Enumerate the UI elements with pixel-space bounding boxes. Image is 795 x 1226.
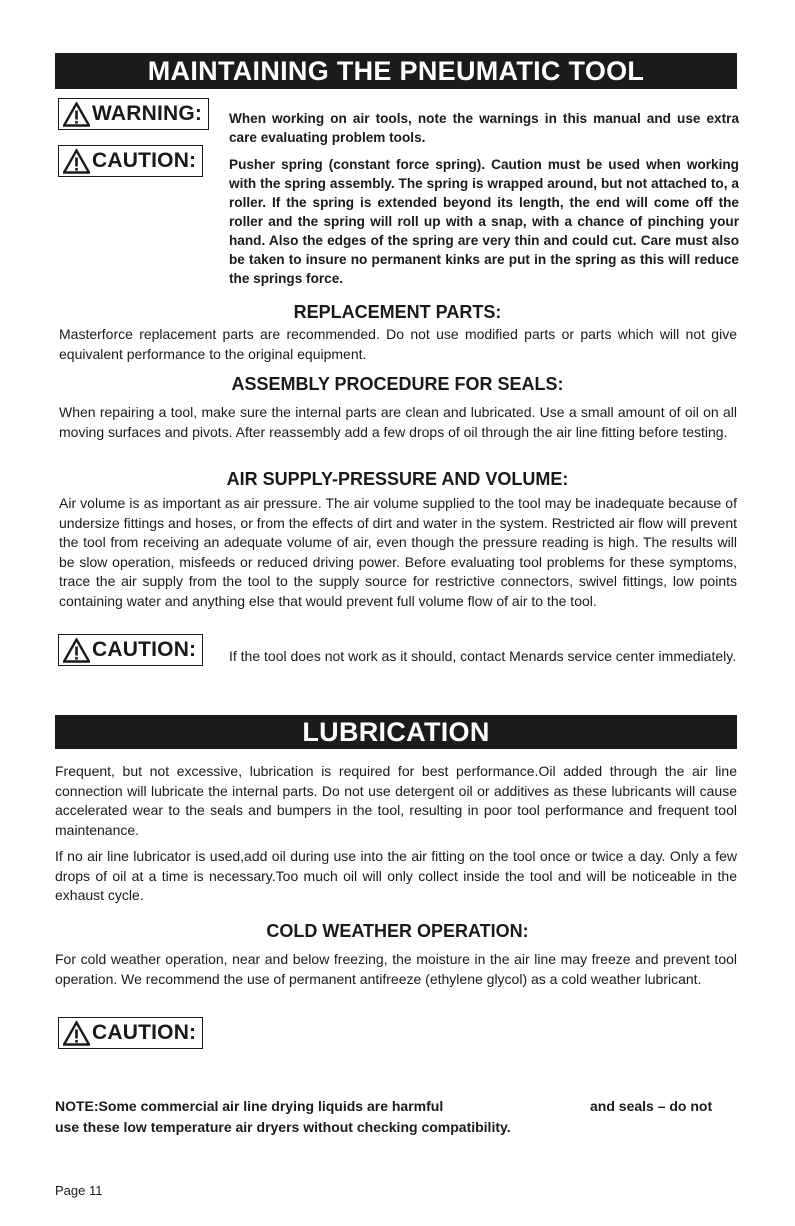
lubrication-paragraph-1: Frequent, but not excessive, lubrication is required for best performance.Oil added through the air line connection will lubricate the internal parts. Do not use detergent oil or additives as these lubricants will cause accelerated wear to the seals and bumpers in the tool, resulting in poor tool performance and frequent tool maintenance. [55, 763, 737, 838]
note-line-1-start: NOTE:Some commercial air line drying liquids are harmful [55, 1098, 444, 1114]
caution-label: CAUTION: [92, 149, 197, 172]
warning-text: When working on air tools, note the warnings in this manual and use extra care evaluating problem tools. [229, 111, 739, 145]
caution-label: CAUTION: [92, 1021, 197, 1044]
warning-badge [58, 98, 209, 130]
caution-label: CAUTION: [92, 638, 197, 661]
note-line-2: use these low temperature air dryers without checking compatibility. [55, 1119, 511, 1135]
replacement-parts-text: Masterforce replacement parts are recommended. Do not use modified parts or parts which will not give equivalent performance to the original equipment. [59, 326, 737, 362]
note-line-1-end: and seals – do not [590, 1098, 713, 1114]
caution-badge [58, 1017, 203, 1049]
lubrication-paragraph-2: If no air line lubricator is used,add oil during use into the air fitting on the tool once or twice a day. Only a few drops of oil at a time is necessary.Too much oil will only collect inside the tool and will be noticeable in the exhaust cycle. [55, 848, 737, 903]
caution-service-text: If the tool does not work as it should, contact Menards service center immediately. [229, 648, 737, 664]
warning-triangle-icon [63, 102, 90, 127]
assembly-procedure-heading: ASSEMBLY PROCEDURE FOR SEALS: [231, 374, 564, 394]
replacement-parts-heading: REPLACEMENT PARTS: [293, 302, 502, 322]
warning-triangle-icon [63, 149, 90, 174]
cold-weather-heading: COLD WEATHER OPERATION: [266, 921, 529, 941]
air-supply-heading: AIR SUPPLY-PRESSURE AND VOLUME: [226, 469, 569, 489]
page-number: Page 11 [55, 1183, 103, 1198]
caution-badge [58, 634, 203, 666]
warning-label: WARNING: [92, 102, 203, 125]
section-banner-maintaining: MAINTAINING THE PNEUMATIC TOOL [55, 53, 737, 89]
cold-weather-text: For cold weather operation, near and below freezing, the moisture in the air line may freeze and prevent tool operation. We recommend the use of permanent antifreeze (ethylene glycol) as a cold weather lubricant. [55, 951, 737, 987]
caution-spring-text: Pusher spring (constant force spring). Caution must be used when working with the spring assembly. The spring is wrapped around, but not attached to, a roller. If the spring is extended beyond its length, the end will come off the roller and the spring will roll up with a snap, with a chance of pinching your hand. Also the edges of the spring are very thin and could cut. Care must also be taken to insure no permanent kinks are put in the spring as this will reduce the springs force. [229, 157, 739, 286]
warning-triangle-icon [63, 1021, 90, 1046]
section-banner-lubrication: LUBRICATION [55, 715, 737, 749]
assembly-procedure-text: When repairing a tool, make sure the internal parts are clean and lubricated. Use a small amount of oil on all moving surfaces and pivots. After reassembly add a few drops of oil through the air line fitting before testing. [59, 404, 737, 440]
note-line-1 [55, 1096, 745, 1117]
warning-triangle-icon [63, 638, 90, 663]
air-supply-text: Air volume is as important as air pressure. The air volume supplied to the tool may be inadequate because of undersize fittings and hoses, or from the effects of dirt and water in the system. Restricted air flow will prevent the tool from receiving an adequate volume of air, even though the pressure reading is high. The results will be slow operation, misfeeds or reduced driving power. Before evaluating tool problems for these symptoms, trace the air supply from the tool to the supply source for restrictive connectors, swivel fittings, low points containing water and anything else that would prevent full volume flow of air to the tool. [59, 495, 737, 609]
caution-badge [58, 145, 203, 177]
